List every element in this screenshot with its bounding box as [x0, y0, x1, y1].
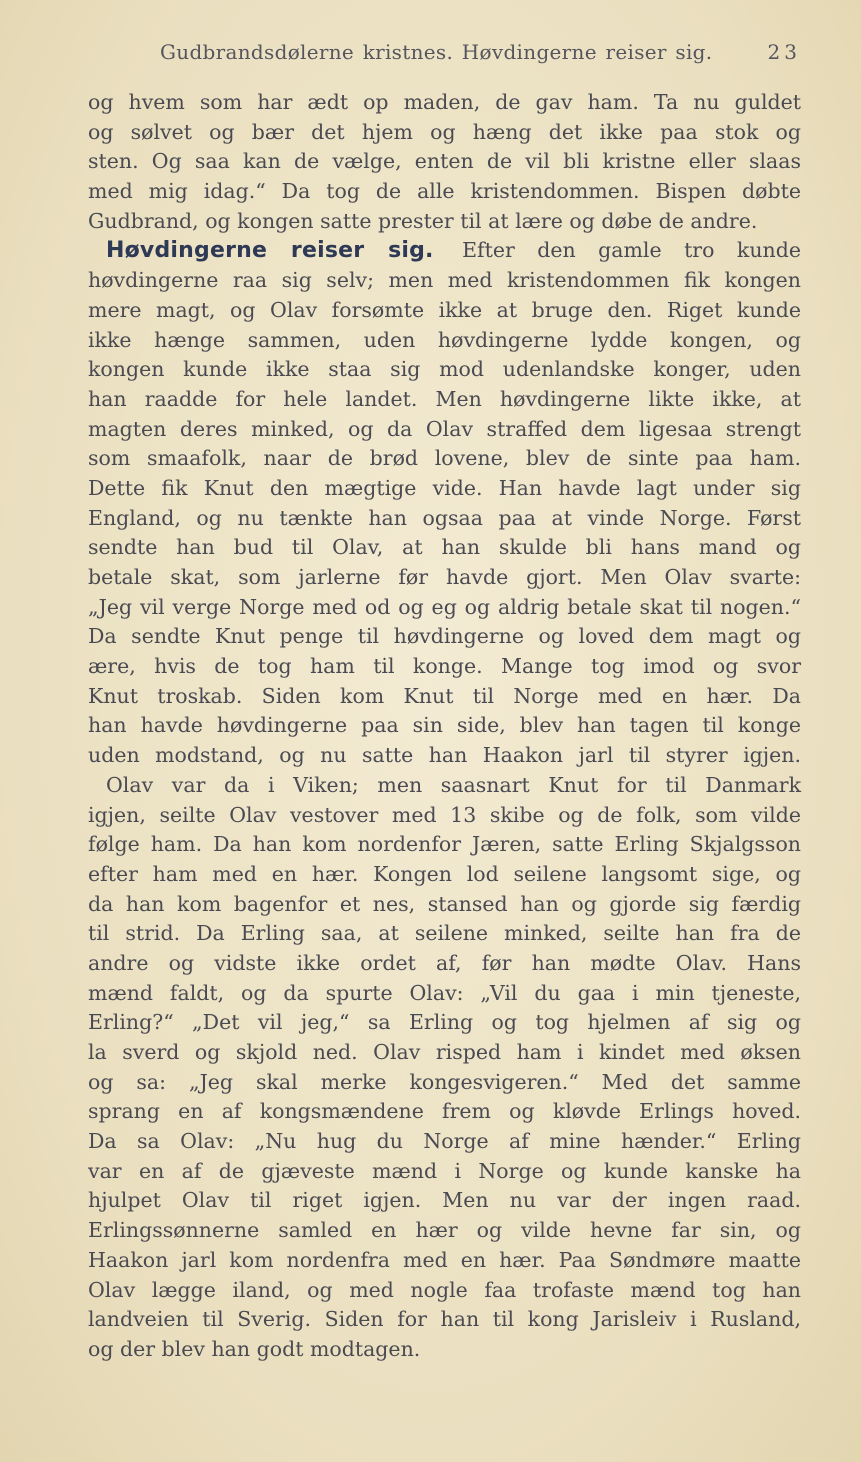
- section-first-line: [88, 236, 801, 266]
- text-line: Dette fik Knut den mægtige vide. Han havde lagt under sig: [88, 475, 801, 500]
- text-line: Olav lægge iland, og med nogle faa trofaste mænd tog han: [88, 1277, 801, 1302]
- text-line: Erlingssønnerne samled en hær og vilde hevne far sin, og: [88, 1218, 801, 1243]
- text-line: „Jeg vil verge Norge med od og eg og aldrig betale skat til nogen.“: [88, 594, 801, 619]
- text-line: sendte han bud til Olav, at han skulde bli hans mand og: [88, 535, 801, 560]
- book-page: [88, 40, 801, 1365]
- text-line: og der blev han godt modtagen.: [88, 1336, 421, 1361]
- text-line: ære, hvis de tog ham til konge. Mange tog imod og svor: [88, 654, 801, 679]
- body-text: [88, 88, 801, 1365]
- text-line: Erling?“ „Det vil jeg,“ sa Erling og tog hjelmen af sig og: [88, 1010, 801, 1035]
- text-line: høvdingerne raa sig selv; men med kristendommen fik kongen: [88, 268, 801, 293]
- text-line: han raadde for hele landet. Men høvdingerne likte ikke, at: [88, 386, 801, 411]
- text-line: og sølvet og bær det hjem og hæng det ikke paa stok og: [88, 119, 801, 144]
- text-line: igjen, seilte Olav vestover med 13 skibe og de folk, som vilde: [88, 802, 801, 827]
- text-line: mænd faldt, og da spurte Olav: „Vil du gaa i min tjeneste,: [88, 980, 801, 1005]
- text-line: betale skat, som jarlerne før havde gjort. Men Olav svarte:: [88, 565, 801, 589]
- section-first-line-text: Efter den gamle tro kunde: [462, 238, 801, 263]
- text-line: med mig idag.“ Da tog de alle kristendommen. Bispen døbte: [88, 179, 801, 204]
- text-line: mere magt, og Olav forsømte ikke at bruge den. Riget kunde: [88, 297, 801, 322]
- text-line: han havde høvdingerne paa sin side, blev han tagen til konge: [88, 713, 801, 738]
- text-line: England, og nu tænkte han ogsaa paa at vinde Norge. Først: [88, 505, 801, 530]
- text-line: til strid. Da Erling saa, at seilene minked, seilte han fra de: [88, 921, 801, 946]
- text-line: hjulpet Olav til riget igjen. Men nu var der ingen raad.: [88, 1188, 801, 1213]
- running-title: Gudbrandsdølerne kristnes. Høvdingerne reiser sig.: [160, 40, 713, 64]
- text-line: Olav var da i Viken; men saasnart Knut for til Danmark: [106, 772, 801, 797]
- page-number: 23: [767, 40, 801, 64]
- section-heading: Høvdingerne reiser sig.: [106, 238, 434, 264]
- text-line: la sverd og skjold ned. Olav risped ham i kindet med øksen: [88, 1040, 801, 1064]
- text-line: uden modstand, og nu satte han Haakon jarl til styrer igjen.: [88, 743, 801, 768]
- text-line: sprang en af kongsmændene frem og kløvde Erlings hoved.: [88, 1099, 801, 1124]
- text-line: kongen kunde ikke staa sig mod udenlandske konger, uden: [88, 357, 801, 382]
- text-line: og sa: „Jeg skal merke kongesvigeren.“ Med det samme: [88, 1069, 801, 1094]
- text-line: følge ham. Da han kom nordenfor Jæren, satte Erling Skjalgsson: [88, 832, 801, 857]
- text-line: ikke hænge sammen, uden høvdingerne lydde kongen, og: [88, 327, 801, 352]
- text-line: Haakon jarl kom nordenfra med en hær. Paa Søndmøre maatte: [88, 1247, 801, 1272]
- text-line: efter ham med en hær. Kongen lod seilene langsomt sige, og: [88, 861, 801, 886]
- text-line: da han kom bagenfor et nes, stansed han og gjorde sig færdig: [88, 891, 801, 916]
- text-line: og hvem som har ædt op maden, de gav ham. Ta nu guldet: [88, 90, 801, 114]
- running-header: [88, 40, 801, 84]
- text-line: andre og vidste ikke ordet af, før han mødte Olav. Hans: [88, 950, 801, 975]
- text-line: magten deres minked, og da Olav straffed dem ligesaa strengt: [88, 416, 801, 441]
- text-line: Da sendte Knut penge til høvdingerne og loved dem magt og: [88, 624, 801, 649]
- text-line: var en af de gjæveste mænd i Norge og kunde kanske ha: [88, 1158, 801, 1183]
- text-line: Gudbrand, og kongen satte prester til at lære og døbe de andre.: [88, 208, 758, 233]
- text-line: landveien til Sverig. Siden for han til kong Jarisleiv i Rusland,: [88, 1307, 801, 1332]
- text-line: Da sa Olav: „Nu hug du Norge af mine hænder.“ Erling: [88, 1129, 801, 1154]
- text-line: sten. Og saa kan de vælge, enten de vil bli kristne eller slaas: [88, 149, 801, 174]
- text-line: som smaafolk, naar de brød lovene, blev de sinte paa ham.: [88, 446, 801, 471]
- text-line: Knut troskab. Siden kom Knut til Norge med en hær. Da: [88, 683, 801, 708]
